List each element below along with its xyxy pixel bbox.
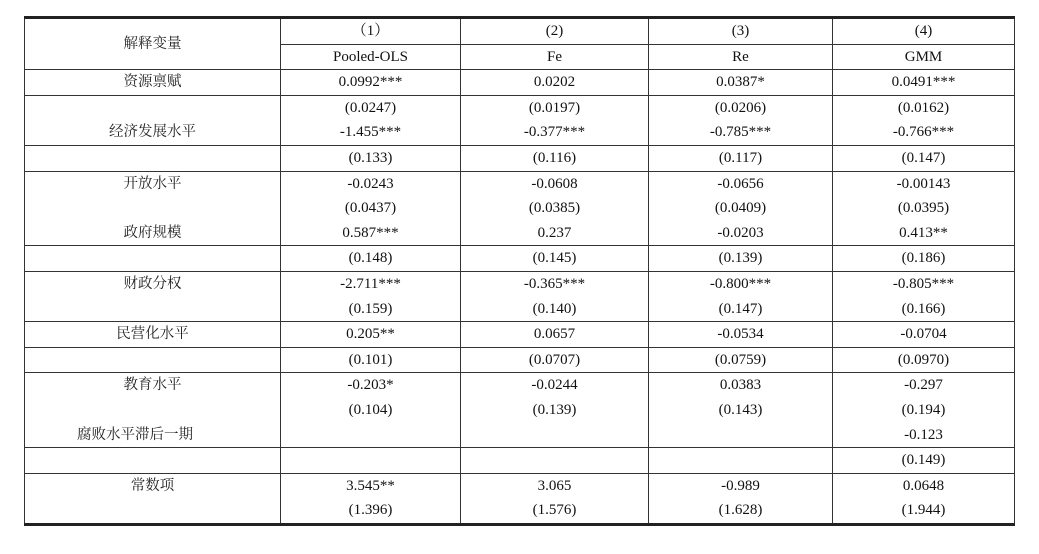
cell-col-1: -0.0243 [281,171,461,196]
cell-col-2: -0.365*** [461,271,649,296]
cell-col-3: -0.785*** [649,120,833,145]
table-row [25,322,1015,348]
header-col-4-num: (4) [833,18,1015,45]
cell-col-1: (1.396) [281,498,461,524]
table-row [25,347,1015,373]
cell-col-1: (0.101) [281,347,461,373]
row-label: 教育水平 [25,373,281,398]
row-label [25,498,281,524]
table-row [25,297,1015,322]
cell-col-1: (0.133) [281,145,461,171]
row-label: 开放水平 [25,171,281,196]
regression-table-container [24,16,1014,526]
header-row-numbers [25,18,1015,45]
row-label: 资源禀赋 [25,70,281,96]
cell-col-1: (0.159) [281,297,461,322]
cell-col-2: (0.116) [461,145,649,171]
cell-col-4: -0.123 [833,423,1015,448]
cell-col-2: (1.576) [461,498,649,524]
cell-col-1: 0.587*** [281,221,461,246]
cell-col-4: (0.149) [833,448,1015,474]
cell-col-4: (0.147) [833,145,1015,171]
cell-col-1: (0.0437) [281,196,461,221]
cell-col-3: -0.989 [649,473,833,498]
cell-col-3: (0.117) [649,145,833,171]
row-label: 民营化水平 [25,322,281,348]
cell-col-2: (0.0707) [461,347,649,373]
row-label [25,145,281,171]
cell-col-3: -0.800*** [649,271,833,296]
header-col-4-model: GMM [833,44,1015,70]
table-row [25,246,1015,272]
table-row [25,70,1015,96]
cell-col-2: 0.0657 [461,322,649,348]
table-row [25,145,1015,171]
header-col-3-num: (3) [649,18,833,45]
cell-col-4: 0.0491*** [833,70,1015,96]
cell-col-2: 3.065 [461,473,649,498]
cell-col-3: (0.143) [649,398,833,423]
cell-col-3: -0.0656 [649,171,833,196]
cell-col-2: (0.0197) [461,95,649,120]
row-label: 腐败水平滞后一期 [25,423,281,448]
cell-col-1: (0.0247) [281,95,461,120]
row-label: 常数项 [25,473,281,498]
cell-col-2: 0.0202 [461,70,649,96]
table-row [25,95,1015,120]
cell-col-2 [461,423,649,448]
cell-col-1 [281,423,461,448]
cell-col-4: 0.413** [833,221,1015,246]
cell-col-4: (0.0970) [833,347,1015,373]
row-label [25,297,281,322]
row-label [25,95,281,120]
cell-col-4: -0.805*** [833,271,1015,296]
cell-col-1: (0.148) [281,246,461,272]
table-row [25,498,1015,524]
table-row [25,120,1015,145]
header-col-2-num: (2) [461,18,649,45]
cell-col-2 [461,448,649,474]
cell-col-4: (0.194) [833,398,1015,423]
cell-col-3: (0.139) [649,246,833,272]
table-row [25,423,1015,448]
cell-col-3: 0.0383 [649,373,833,398]
cell-col-3: (0.0409) [649,196,833,221]
cell-col-2: (0.0385) [461,196,649,221]
cell-col-3: -0.0534 [649,322,833,348]
cell-col-3: (0.147) [649,297,833,322]
cell-col-1: -1.455*** [281,120,461,145]
cell-col-2: -0.0608 [461,171,649,196]
row-label: 政府规模 [25,221,281,246]
cell-col-1: 3.545** [281,473,461,498]
row-label [25,347,281,373]
table-row [25,221,1015,246]
cell-col-2: (0.139) [461,398,649,423]
table-row [25,196,1015,221]
cell-col-2: (0.140) [461,297,649,322]
cell-col-3: 0.0387* [649,70,833,96]
cell-col-4: -0.766*** [833,120,1015,145]
cell-col-3: (0.0206) [649,95,833,120]
cell-col-2: (0.145) [461,246,649,272]
cell-col-4: 0.0648 [833,473,1015,498]
table-row [25,271,1015,296]
cell-col-1: -0.203* [281,373,461,398]
table-body [25,70,1015,525]
row-label [25,398,281,423]
cell-col-2: -0.377*** [461,120,649,145]
cell-col-4: -0.00143 [833,171,1015,196]
header-col-1-model: Pooled-OLS [281,44,461,70]
cell-col-4: (0.186) [833,246,1015,272]
table-row [25,398,1015,423]
cell-col-4: (0.0162) [833,95,1015,120]
header-variable-label: 解释变量 [25,18,281,70]
cell-col-1: -2.711*** [281,271,461,296]
cell-col-3: (0.0759) [649,347,833,373]
cell-col-4: (0.0395) [833,196,1015,221]
row-label: 财政分权 [25,271,281,296]
row-label [25,246,281,272]
row-label [25,448,281,474]
header-col-2-model: Fe [461,44,649,70]
cell-col-3 [649,423,833,448]
cell-col-3: (1.628) [649,498,833,524]
cell-col-2: -0.0244 [461,373,649,398]
table-row [25,373,1015,398]
cell-col-1 [281,448,461,474]
cell-col-3: -0.0203 [649,221,833,246]
cell-col-4: (1.944) [833,498,1015,524]
cell-col-1: 0.0992*** [281,70,461,96]
cell-col-3 [649,448,833,474]
cell-col-2: 0.237 [461,221,649,246]
row-label: 经济发展水平 [25,120,281,145]
cell-col-4: -0.297 [833,373,1015,398]
table-row [25,171,1015,196]
row-label [25,196,281,221]
header-col-3-model: Re [649,44,833,70]
table-row [25,448,1015,474]
cell-col-1: 0.205** [281,322,461,348]
cell-col-4: (0.166) [833,297,1015,322]
cell-col-4: -0.0704 [833,322,1015,348]
header-col-1-num: （1） [281,18,461,45]
regression-table [24,16,1015,526]
cell-col-1: (0.104) [281,398,461,423]
table-row [25,473,1015,498]
